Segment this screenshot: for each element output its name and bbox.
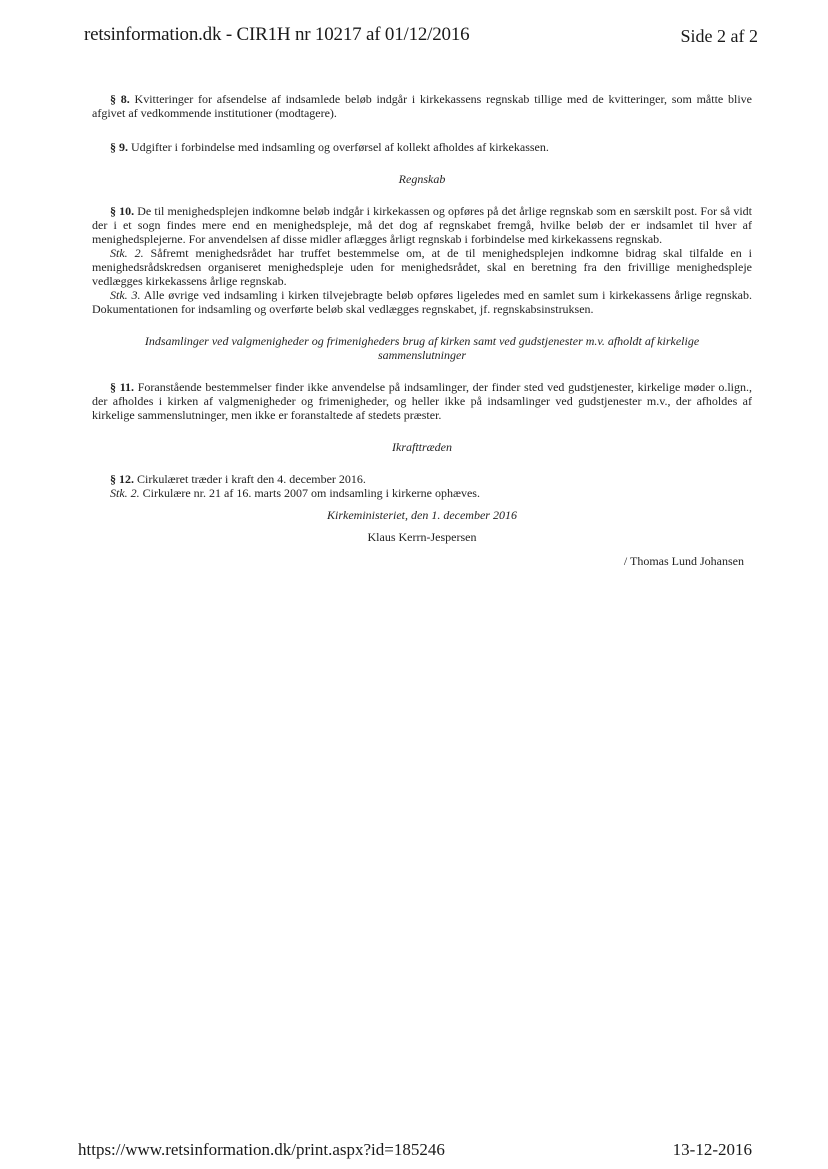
paragraph-text: Cirkulæret træder i kraft den 4. december 2016. bbox=[134, 472, 366, 486]
paragraph-10 bbox=[92, 204, 752, 246]
header-document-title: retsinformation.dk - CIR1H nr 10217 af 01/12/2016 bbox=[84, 24, 470, 45]
paragraph-10-stk-2 bbox=[92, 246, 752, 288]
heading-regnskab: Regnskab bbox=[398, 172, 446, 186]
stk-text: Cirkulære nr. 21 af 16. marts 2007 om indsamling i kirkerne ophæves. bbox=[139, 486, 480, 500]
signature-minister: Klaus Kerrn-Jespersen bbox=[367, 530, 477, 544]
section-number: § 11. bbox=[110, 380, 135, 394]
section-number: § 10. bbox=[110, 204, 135, 218]
paragraph-12 bbox=[92, 472, 752, 486]
paragraph-10-stk-3 bbox=[92, 288, 752, 316]
heading-ikrafttraeden: Ikrafttræden bbox=[392, 440, 452, 454]
footer-url: https://www.retsinformation.dk/print.aspx?id=185246 bbox=[78, 1140, 445, 1159]
paragraph-12-stk-2 bbox=[92, 486, 752, 500]
paragraph-text: Foranstående bestemmelser finder ikke anvendelse på indsamlinger, der finder sted ved gudstjenester, kirkelige møder o.lign., der afholdes i kirken af valgmenigheder og frimenigheder, og heller ikke på indsamlinger ved gudstjenester m.v., der afholdes af kirkelige sammenslutninger, men ikke er foranstaltede af stedets præster. bbox=[92, 380, 752, 422]
signature-place-date: Kirkeministeriet, den 1. december 2016 bbox=[327, 508, 517, 522]
section-number: § 8. bbox=[110, 92, 130, 106]
heading-indsamlinger: Indsamlinger ved valgmenigheder og frimenigheders brug af kirken samt ved gudstjenester m.v. afholdt af kirkelige sammenslutninger bbox=[144, 334, 700, 362]
signature-official: / Thomas Lund Johansen bbox=[623, 554, 744, 568]
stk-label: Stk. 2. bbox=[110, 486, 140, 500]
paragraph-text: Kvitteringer for afsendelse af indsamlede beløb indgår i kirkekassens regnskab tillige med de kvitteringer, som måtte blive afgivet af vedkommende institutioner (modtagere). bbox=[92, 92, 752, 120]
paragraph-8 bbox=[92, 92, 752, 120]
header-page-number: Side 2 af 2 bbox=[680, 26, 758, 46]
paragraph-text: Udgifter i forbindelse med indsamling og overførsel af kollekt afholdes af kirkekassen. bbox=[128, 140, 549, 154]
paragraph-9 bbox=[92, 140, 752, 154]
stk-text: Såfremt menighedsrådet har truffet bestemmelse om, at de til menighedsplejen indkomne bidrag skal tilfalde en i menighedsrådskredsen organiseret menighedspleje uden for menighedsrådet, skal en beretning fra den frivillige menighedspleje vedlægges kirkekassens årlige regnskab. bbox=[92, 246, 752, 288]
stk-label: Stk. 2. bbox=[110, 246, 144, 260]
section-number: § 9. bbox=[110, 140, 128, 154]
stk-label: Stk. 3. bbox=[110, 288, 141, 302]
footer-date: 13-12-2016 bbox=[672, 1140, 752, 1159]
document-body bbox=[92, 92, 752, 568]
section-number: § 12. bbox=[110, 472, 134, 486]
stk-text: Alle øvrige ved indsamling i kirken tilvejebragte beløb opføres ligeledes med en samlet sum i kirkekassens årlige regnskab. Dokumentationen for indsamling og overførte beløb skal vedlægges regnskabet, jf. regnskabsinstruksen. bbox=[92, 288, 752, 316]
paragraph-text: De til menighedsplejen indkomne beløb indgår i kirkekassen og opføres på det årlige regnskab som en særskilt post. For så vidt der i et sogn findes mere end en menighedspleje, må det dog af regnskabet fremgå, hvilke beløb der er indsamlet til hver af menighedsplejerne. For anvendelsen af disse midler aflægges årligt regnskab i forbindelse med kirkekassens regnskab. bbox=[92, 204, 753, 246]
paragraph-11 bbox=[92, 380, 752, 422]
